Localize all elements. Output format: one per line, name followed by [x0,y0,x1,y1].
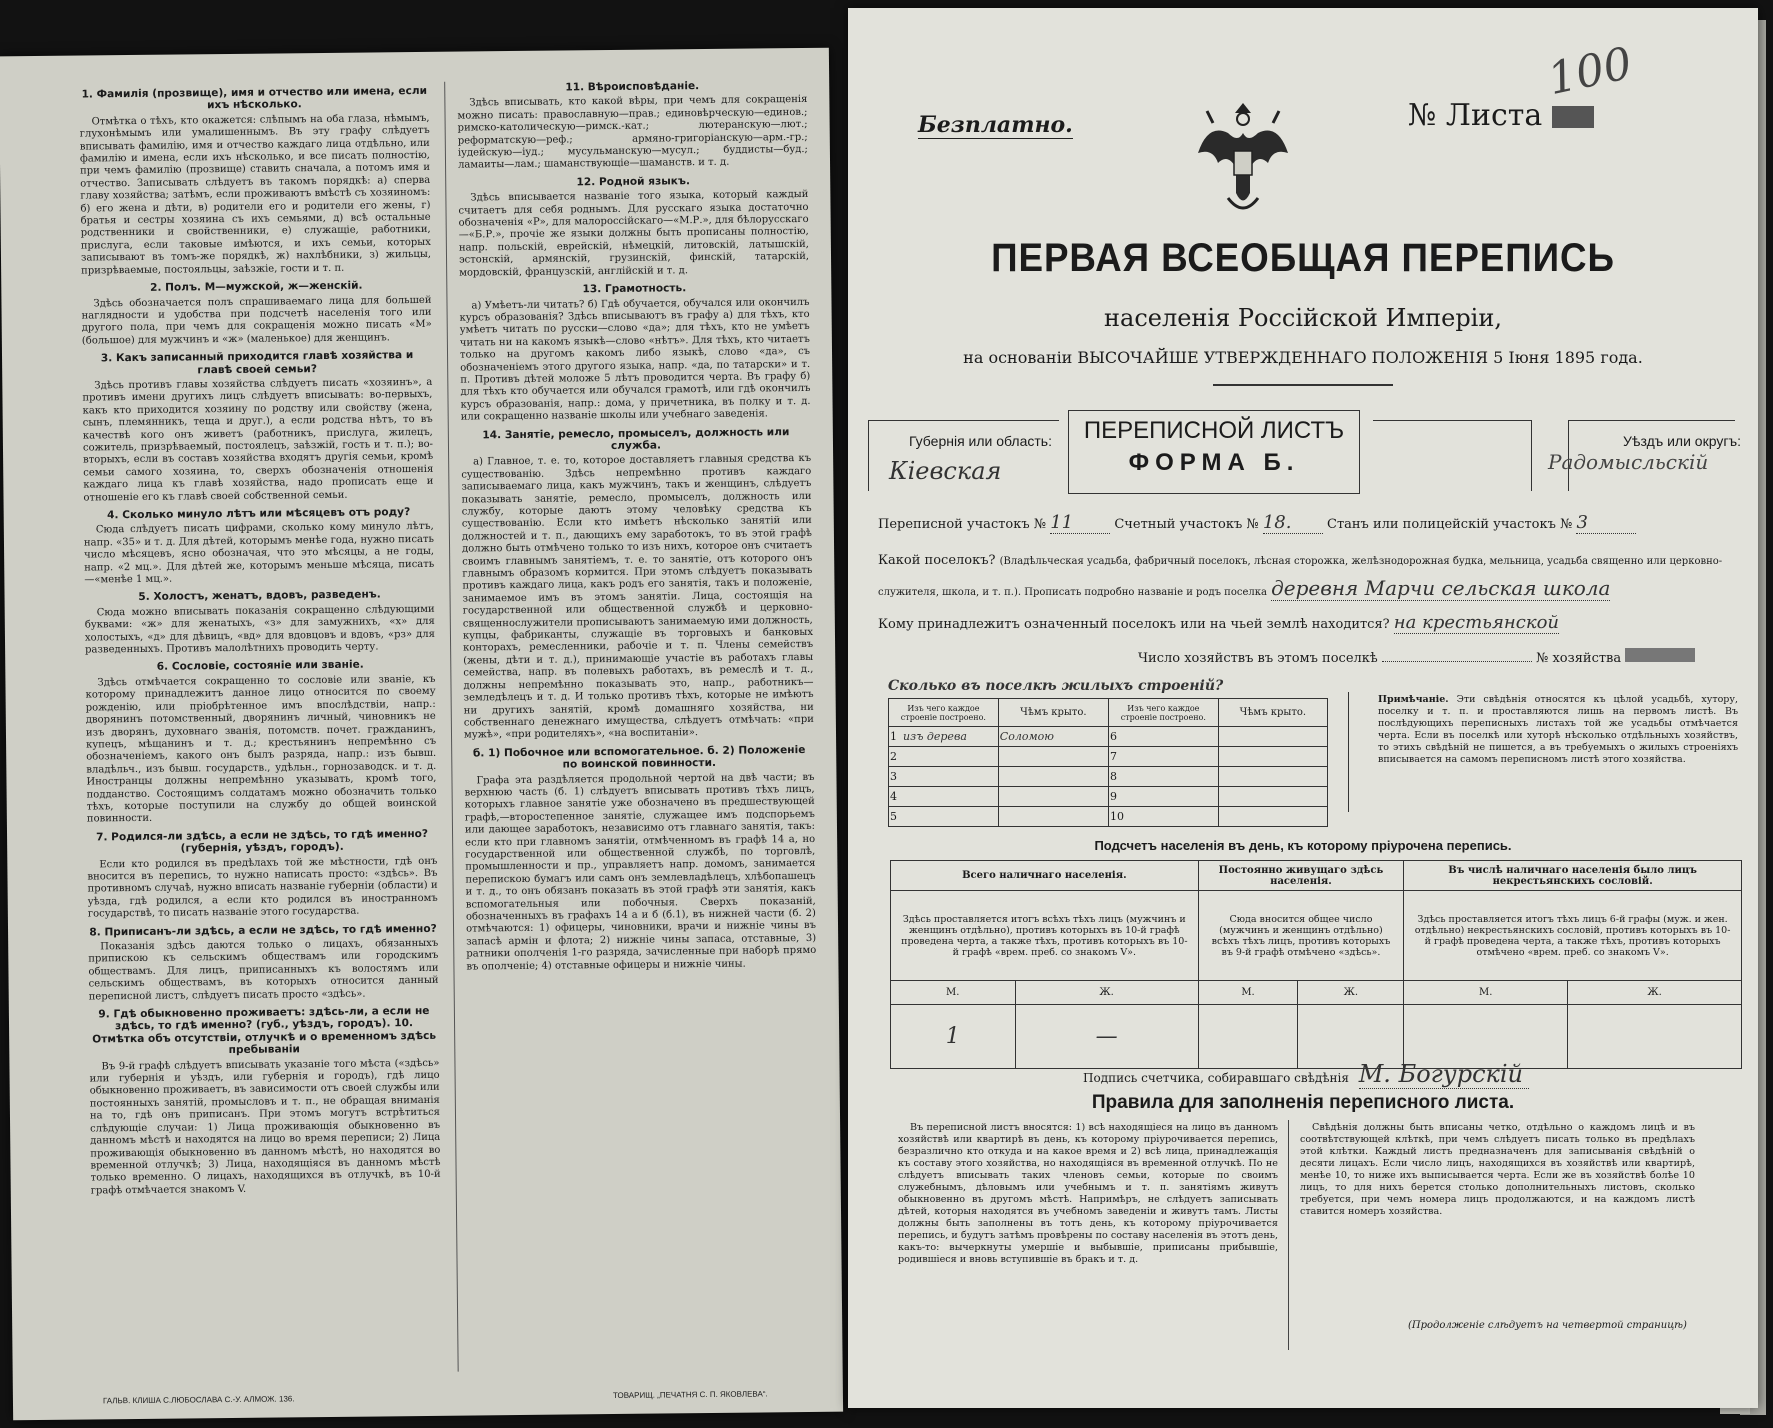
rules-title: Правила для заполненія переписного листа. [1091,1092,1515,1113]
police-district-label: Станъ или полицейскій участокъ № [1327,517,1573,532]
rules-right-text: Свѣдѣнія должны быть вписаны четко, отдѣльно о каждомъ лицѣ и въ соотвѣтствующей клѣткѣ, при чемъ слѣдуетъ писать только въ предѣлахъ этой клѣтки. Каждый листъ предназначенъ для записыванія свѣдѣній о десяти лицахъ. Если число лицъ, находящихся въ хозяйствѣ или квартирѣ, менѣе 10, то ниже ихъ выписывается черта. Если же въ хозяйствѣ болѣе 10 лицъ, то для нихъ берется столько дополнительныхъ листовъ, сколько требуется, при чемъ номера лицъ продолжаются, и на каждомъ листѣ ставится номеръ хозяйства. [1300,1122,1695,1217]
printer-footer-left: ГАЛЬВ. КЛИША С.ЛЮБОСЛАВА С.-У. АЛМОЖ. 136. [102,1394,295,1406]
building-roof [1218,727,1327,747]
col-material: Изъ чего каждое строеніе построено. [889,699,999,727]
row-number: 10 [1108,807,1218,827]
section-body: Въ 9-й графѣ слѣдуетъ вписывать указаніе того мѣста («здѣсь» или губернія и уѣздъ, или губернія и городъ), гдѣ лицо обыкновенно проживаетъ, въ зависимости отъ своей службы или постоянныхъ занятій, промысловъ и т. п., не обращая вниманія на то, гдѣ онъ приписанъ. При этомъ могутъ встрѣтиться слѣдующіе случаи: 1) Лица проживающія обыкновенно въ данномъ мѣстѣ и находятся на лицо во время переписи; 2) Лица проживающія обыкновенно въ данномъ мѣстѣ, но находятся во временной отлучкѣ; 3) Лица, находящіяся въ данномъ мѣстѣ только временно. О лицахъ, находящихся въ отлучкѣ, въ 10-й графѣ отмѣчается знакомъ V. [89,1057,441,1197]
redacted-mark [1625,648,1695,662]
section-body: Сюда слѣдуетъ писать цифрами, сколько кому минуло лѣтъ, напр. «35» и т. д. Для дѣтей, которымъ менѣе года, нужно писать число мѣсяцевъ, ясно обозначая, что это мѣсяцы, а не годы, напр. «2 мц.». Для дѣтей же, которымъ меньше мѣсяца, писать—«менѣе 1 мц.». [83,521,435,586]
building-cell [889,767,999,787]
settlement-hint: (Владѣльческая усадьба, фабричный поселокъ, лѣсная сторожка, желѣзнодорожная будка, мельница, усадьба священно или церковно-служителя, школа, и т. п.). Прописать подробно названіе и родъ поселка [878,556,1723,598]
buildings-label: Сколько въ поселкѣ жилыхъ строеній? [888,678,1224,694]
households-row [1138,648,1738,666]
table-row [889,747,1328,767]
building-roof [1218,807,1327,827]
section-heading: 11. Вѣроисповѣданіе. [565,80,700,94]
building-roof [1218,747,1327,767]
note-title: Примѣчаніе. [1378,694,1449,705]
row-number: 5 [890,810,897,823]
building-roof: Соломою [998,727,1108,747]
district-value: Радомысльскій [1548,450,1709,474]
title-rule [1213,384,1393,386]
count-title: Подсчетъ населенія въ день, къ которому пріурочена перепись. [1094,838,1512,853]
enumeration-district-label: Переписной участокъ № [878,517,1047,532]
form-title-box [1068,410,1360,494]
buildings-table [888,698,1328,827]
female-label: Ж. [1015,981,1198,1005]
section-body: а) Умѣетъ-ли читать? б) Гдѣ обучается, обучался или окончилъ курсъ образованія? Здѣсь вписываютъ въ графу а) для тѣхъ, кто умѣетъ читать по русски—слово «да»; для тѣхъ, кто не умѣетъ читать ни на какомъ языкѣ—слово «нѣтъ». Для тѣхъ, кто читаетъ только на другомъ какомъ либо языкѣ, слово «да», съ обозначеніемъ этого другого языка, напр. «да, по татарски» и т. п. Противъ дѣтей моложе 5 лѣтъ проводится черта. Въ графу б) для тѣхъ кто обучается или обучался грамотѣ, или гдѣ окончилъ курсъ образованія, напр.: дома, у причетника, въ полку и т. д. или сокращенно названіе школы или учебнаго заведенія. [459,296,811,423]
double-headed-eagle-icon [1188,93,1298,223]
building-cell [889,747,999,767]
section-body: Если кто родился въ предѣлахъ той же мѣстности, гдѣ онъ вносится въ перепись, то нужно написать просто: «здѣсь». Въ противномъ случаѣ, нужно вписать названіе губерніи (области) и уѣзда, гдѣ родился, а если кто родился въ иностранномъ государствѣ, то писать названіе этого государства. [87,855,438,920]
province-box [868,420,1059,491]
table-row [889,807,1328,827]
section-heading: 3. Какъ записанный приходится главѣ хозяйства и главѣ своей семьи? [100,349,414,376]
note-text: Эти свѣдѣнія относятся къ цѣлой усадьбѣ, хутору, поселку и т. п. и проставляются лишь на первомъ листѣ. Въ послѣдующихъ переписныхъ листахъ той же усадьбы отмѣчается черта. Если въ поселкѣ или хуторѣ нѣсколько отдѣльныхъ хозяйствъ, то этихъ свѣдѣній не пишется, а въ требуемыхъ о жилыхъ строеніяхъ вписывается на самомъ переписномъ листѣ этого хозяйства. [1378,694,1738,765]
section-heading: 8. Приписанъ-ли здѣсь, а если не здѣсь, то гдѣ именно? [89,922,437,939]
column-divider [444,82,459,1372]
owner-row [878,612,1740,633]
redacted-mark [1552,106,1594,128]
building-cell [889,787,999,807]
section-heading: 6. Сословіе, состояніе или званіе. [156,659,364,674]
form-header-row [868,410,1742,492]
form-name: ФОРМА Б. [1128,449,1300,476]
col-roof: Чѣмъ крыто. [1218,699,1327,727]
section-heading: 12. Родной языкъ. [576,174,691,189]
col-roof: Чѣмъ крыто. [998,699,1108,727]
section-body: Показанія здѣсь даются только о лицахъ, обязанныхъ припискою къ сельскимъ обществамъ или городскимъ обществамъ. Для лицъ, приписанныхъ къ волостямъ или сельскимъ обществамъ, въ которыхъ относится данный переписной листъ, слѣдуетъ писать просто «здѣсь». [88,937,439,1003]
section-heading: 7. Родился-ли здѣсь, а если не здѣсь, то гдѣ именно? (губернія, уѣздъ, городъ). [95,827,429,855]
section-heading: б. 1) Побочное или вспомогательное. б. 2) Положеніе по воинской повинности. [472,743,806,771]
count-col-2-text: Сюда вносится общее число (мужчинъ и женщинъ отдѣльно) всѣхъ тѣхъ лицъ, противъ которыхъ въ 9-й графѣ отмѣчено «здѣсь». [1198,891,1404,981]
section-body: Графа эта раздѣляется продольной чертой на двѣ части; въ верхнюю часть (б. 1) слѣдуетъ вписывать противъ тѣхъ лицъ, которыхъ главное занятіе уже обозначено въ предшествующей графѣ,—второстепенное занятіе, служащее имъ подспорьемъ или дающее заработокъ, независимо отъ главнаго занятія, такъ: если кто при главномъ занятіи, отмѣченномъ въ графѣ 14 а, но государственной или общественной службѣ, по торговлѣ, промышленности и пр., управляетъ напр. домомъ, занимается перепискою бумагъ или самъ онъ землевладѣлецъ, хлѣбопашецъ и т. д., то онъ обязанъ показать въ этой графѣ эти занятія, какъ вспомогательныя или побочныя. Сверхъ показаній, обозначенныхъ въ графахъ 14 а и б (б.1), въ нижней части (б. 2) отмѣчаются: 1) офицеры, чиновники, врачи и нижніе чины въ запасѣ армін и флота; 2) нижніе чины запаса, отставные, 3) ратники ополченія 1-го разряда, зачисленные при наборѣ прямо въ ополченіе; 4) отставные офицеры и нижніе чины. [464,771,817,973]
count-district-label: Счетный участокъ № [1114,517,1259,532]
continued-note: (Продолженіе слѣдуетъ на четвертой страницѣ) [1408,1320,1687,1331]
row-number: 8 [1108,767,1218,787]
building-roof [1218,787,1327,807]
building-roof [998,787,1108,807]
settlement-label: Какой поселокъ? [878,553,996,568]
instructions-column-1 [79,80,443,1384]
count-col-2-head: Постоянно живущаго здѣсь населенія. [1198,861,1404,891]
free-label: Безплатно. [918,112,1073,138]
note-block [1378,694,1738,766]
count-col-3-text: Здѣсь проставляется итогъ тѣхъ лицъ 6-й графы (муж. и жен. отдѣльно) некрестьянскихъ сословій, противъ которыхъ въ 10-й графѣ проведена черта, а также тѣхъ, противъ которыхъ отмѣчено «врем. преб. со знакомъ V». [1404,891,1742,981]
section-body: Здѣсь отмѣчается сокращенно то сословіе или званіе, къ которому принадлежитъ данное лицо относится по своему рожденію, или пріобрѣтенное имъ впослѣдствіи, напр.: дворянинъ потомственный, дворянинъ личный, чиновникъ не изъ дворянъ, духовнаго званія, потомств. почет. гражданинъ, купецъ, мѣщанинъ и т. д.; крестьянинъ непремѣнно съ обозначеніемъ, какого онъ былъ разряда, напр.: изъ бывш. владѣльч., изъ бывш. государств., удѣльн., горнозаводск. и т. д. Иностранцы должны непремѣнно указывать, кромѣ того, подданство. Состоящимъ солдатамъ можно обозначить только тѣхъ, которые поступили на службу до общей воинской повинности. [85,673,437,825]
owner-label: Кому принадлежитъ означенный поселокъ или на чьей землѣ находится? [878,617,1390,632]
rules-left-text: Въ переписной листъ вносятся: 1) всѣ находящіеся на лицо въ данномъ хозяйствѣ или квартирѣ въ день, къ которому пріурочивается перепись, безразлично кто откуда и на какое время и 2) всѣ лица, принадлежащія къ составу этого хозяйства, но находящіяся въ временной отлучкѣ. По не слѣдуетъ вписывать таких членовъ семьи, которые по своимъ служебнымъ, дѣловымъ или учебнымъ и т. п. занятіямъ живутъ обыкновенно въ другомъ мѣстѣ. Напримѣръ, не слѣдуетъ записывать дѣтей, которыя находятся въ учебномъ заведеніи и живутъ тамъ. Листы должны быть заполнены въ тотъ день, къ которому пріурочивается перепись, и будутъ затѣмъ провѣрены по составу населенія въ этотъ день, какъ-то: вычеркнуты умершіе и выбывшіе, приписаны прибывшіе, родившіеся и вновь вступившіе въ бракъ и т. д. [898,1122,1278,1265]
section-heading: 5. Холостъ, женатъ, вдовъ, разведенъ. [138,588,381,604]
population-count-table [890,860,1742,1069]
col-material: Изъ чего каждое строеніе построено. [1108,699,1218,727]
building-roof [998,807,1108,827]
section-body: а) Главное, т. е. то, которое доставляетъ главныя средства къ существованію. Здѣсь непремѣнно противъ каждаго записываемаго лица, какъ мужчинъ, такъ и женщинъ, слѣдуетъ показывать занятіе, ремесло, промыселъ, должность или службу, которые даютъ этому человѣку средства къ существованію. Если кто имѣетъ нѣсколько занятій или должностей и т. п., дающихъ ему заработокъ, то въ этой графѣ должно быть отмѣчено только то изъ нихъ, которое онъ считаетъ своимъ главнымъ занятіемъ, т. е. то занятіе, отъ которого онъ главнымъ образомъ кормится. При этомъ слѣдуетъ показывать противъ каждаго лица, какъ родъ его занятія, такъ и положеніе, занимаемое имъ въ этомъ занятіи. Лица, состоящія на государственной или общественной службѣ и церковно-священнослужители прописываютъ занимаемую ими должность, купцы, фабриканты, служащіе въ торговыхъ и банковых конторахъ, ремесленники, рабочіе и т. п. Члены семействъ (жены, дѣти и т. д.), принимающіе участіе въ работахъ главы семейства, напр. въ полевыхъ работахъ, въ ремеслѣ и т. д., должны непремѣнно показывать это, напр., работникъ—земледѣлецъ и т. д. И только противъ тѣхъ, которые не имѣютъ ни другихъ занятій, кромѣ домашняго хозяйства, ни собственнаго денежнаго имущества, слѣдуетъ отмѣчать: «при мужѣ», «при родителяхъ», «на воспитаніи». [461,453,814,741]
census-basis: на основаніи ВЫСОЧАЙШЕ УТВЕРЖДЕННАГО ПОЛОЖЕНІЯ 5 Іюня 1895 года. [963,348,1643,367]
printer-footer-right: ТОВАРИЩ. „ПЕЧАТНЯ С. П. ЯКОВЛЕВА“. [612,1389,768,1401]
section-body: Здѣсь вписывается названіе того языка, который каждый считаетъ для себя роднымъ. Для русскаго языка достаточно обозначенія «Р», для малороссійскаго—«М.Р.», для бѣлорусскаго—«Б.Р.», прочіе же языки должны быть прописаны полностію, напр. польскій, еврейскій, нѣмецкій, литовскій, латышскій, эстонскій, армянскій, грузинскій, финскій, татарскій, мордовскій, французскій, англійскій и т. д. [458,189,810,279]
section-heading: 2. Полъ. М—мужской, ж—женскій. [149,279,363,294]
row-number: 7 [1108,747,1218,767]
signature-label: Подпись счетчика, собиравшаго свѣдѣнія [1083,1071,1349,1085]
census-title: ПЕРВАЯ ВСЕОБЩАЯ ПЕРЕПИСЬ [991,236,1615,280]
section-heading: 14. Занятіе, ремесло, промыселъ, должность или служба. [482,425,790,452]
section-heading: 4. Сколько минуло лѣтъ или мѣсяцевъ отъ роду? [107,506,411,522]
section-body: Здѣсь противъ главы хозяйства слѣдуетъ писать «хозяинъ», а противъ имени другихъ лицъ слѣдуетъ вписывать: во-первыхъ, какъ кто приходится хозяину по родству или свойству (жена, сынъ, племянникъ, теща и друг.), а если родства нѣтъ, то въ качествѣ кого онъ живетъ (работникъ, прислуга, жилецъ, сожитель, призрѣваемый, постоялецъ, заѣзжій, гость и т. п.); во-вторыхъ, если въ составъ хозяйства входятъ другія семьи, кромѣ семьи самого хозяина, то, сверхъ обозначенія отношенія каждаго лица къ главѣ хозяйства, надо прописать еще и отношеніе его къ главѣ своей собственной семьи. [82,376,434,504]
count-col-1-head: Всего наличнаго населенія. [891,861,1199,891]
section-heading: 9. Гдѣ обыкновенно проживаетъ: здѣсь-ли, а если не здѣсь, то гдѣ именно? (губ., уѣздъ, городъ). 10. Отмѣтка объ отсутствіи, отлучкѣ и о временномъ здѣсь пребываніи [92,1004,437,1057]
building-roof [998,747,1108,767]
table-row [889,787,1328,807]
female-label: Ж. [1298,981,1404,1005]
left-page [0,48,843,1421]
male-label: М. [891,981,1016,1005]
row-number: 2 [890,750,897,763]
table-row [889,727,1328,747]
count-district-value: 18. [1263,512,1323,534]
households-value [1382,661,1532,662]
male-label: М. [1404,981,1568,1005]
building-roof [1218,767,1327,787]
male-label: М. [1198,981,1298,1005]
section-body: Отмѣтка о тѣхъ, кто окажется: слѣпымъ на оба глаза, нѣмымъ, глухонѣмымъ или умалишеннымъ. Въ эту графу слѣдуетъ вписывать фамилію, имя и отчество каждаго лица отдѣльно, или фамилію и имена, если ихъ нѣсколько, и все писать полностію, при чемъ фамилію (прозвище) ставить сначала, а потомъ имя и отчество. Записывать слѣдуетъ въ такомъ порядкѣ: а) сперва главу хозяйства; затѣмъ, если проживаютъ вмѣстѣ съ хозяиномъ: б) его жена и дѣти, в) родители его и родители его жены, г) братья и сестры хозяина съ ихъ семьями, д) всѣ остальные родственники и свойственники, е) служащіе, работники, прислуга, если таковые имѣются, и ихъ семьи, которых записывают въ томъ-же порядкѣ, ж) нахлѣбники, з) жильцы, призрѣваемые, постояльцы, заѣзжіе, гости и т. п. [79,112,432,277]
province-label: Губернія или область: [909,433,1052,449]
sheet-no-handwritten: 100 [1543,37,1637,106]
sheet-no-label: № Листа [1408,98,1543,133]
count-value-male: 1 [891,1005,1016,1069]
building-cell [889,807,999,827]
row-number: 6 [1108,727,1218,747]
district-row [878,512,1738,534]
section-heading: 13. Грамотность. [582,282,687,296]
sheet-number [1408,98,1594,133]
census-subtitle: населенія Россійской Имперіи, [1104,304,1502,332]
rules-divider [1288,1120,1289,1350]
count-col-1-text: Здѣсь проставляется итогъ всѣхъ тѣхъ лицъ (мужчинъ и женщинъ отдѣльно), противъ которыхъ въ 10-й графѣ проведена черта, а также тѣхъ, противъ которыхъ въ 10-й графѣ «врем. преб. со знакомъ V». [891,891,1199,981]
count-col-3-head: Въ числѣ наличнаго населенія было лицъ некрестьянскихъ сословій. [1404,861,1742,891]
instructions-column-2 [457,74,821,1378]
table-row [889,767,1328,787]
enumeration-district-value: 11 [1050,512,1110,534]
section-body: Здѣсь обозначается полъ спрашиваемаго лица для большей наглядности и удобства при подсчетѣ населенія того или другого пола, при чемъ для сокращенія можно писать «М» (большое) для мужчинъ и «ж» (маленькое) для женщинъ. [81,294,432,347]
row-number: 9 [1108,787,1218,807]
building-roof [998,767,1108,787]
row-number: 3 [890,770,897,783]
section-heading: 1. Фамилія (прозвище), имя и отчество или имена, если ихъ нѣсколько. [81,84,428,112]
province-value: Кіевская [889,457,1002,485]
owner-value: на крестьянской [1393,612,1559,633]
section-body: Сюда можно вписывать показанія сокращенно слѣдующими буквами: «ж» для женатыхъ, «з» для замужнихъ, «х» для холостыхъ, «д» для дѣвицъ, «вд» для вдовцовъ и вдовъ, «рз» для разведенныхъ. Противъ малолѣтнихъ проводить черту. [84,603,436,656]
building-cell [889,727,999,747]
female-label: Ж. [1568,981,1742,1005]
row-number: 1 [890,730,897,743]
building-material: изъ дерева [903,730,967,743]
count-value-female: — [1015,1005,1198,1069]
section-body: Здѣсь вписывать, кто какой вѣры, при чемъ для сокращенія можно писать: православную—прав.; единовѣрческую—единов.; римско-католическую—римск.-кат.; лютеранскую—лют.; реформатскую—реф.; армяно-григоріанскую—арм.-гр.; іудейскую—іуд.; мусульманскую—мусул.; буддисты—буд.; ламаиты—лам.; шаманствующіе—шаманств. и т. д. [457,94,808,172]
district-label: Уѣздъ или округъ: [1623,433,1742,449]
form-title: ПЕРЕПИСНОЙ ЛИСТЪ [1083,417,1345,444]
police-district-value: 3 [1576,512,1636,534]
settlement-value: деревня Марчи сельская школа [1271,576,1611,600]
row-number: 4 [890,790,897,803]
signature-row [1083,1060,1529,1089]
households-label: Число хозяйствъ въ этомъ поселкѣ [1138,651,1378,666]
household-no-label: № хозяйства [1536,651,1622,666]
settlement-row [878,548,1740,606]
right-page [848,8,1758,1408]
signature-value: М. Богурскій [1359,1060,1529,1089]
